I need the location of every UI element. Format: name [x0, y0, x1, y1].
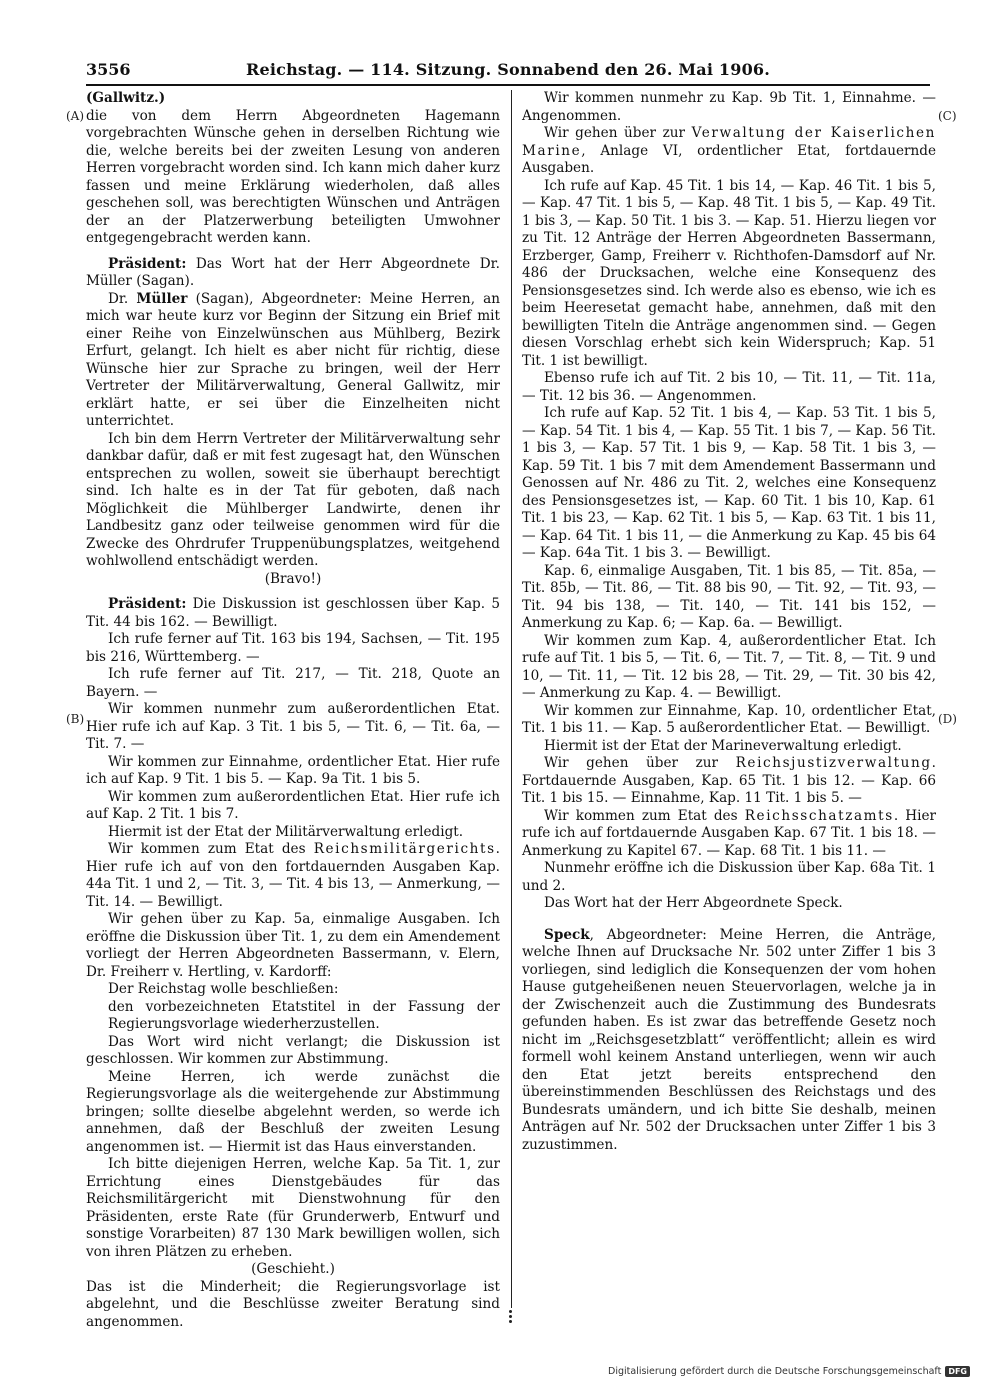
header-rule — [86, 84, 930, 86]
paragraph-prefix: Wir kommen zum Etat des — [544, 807, 745, 824]
margin-marker-b: (B) — [66, 712, 85, 726]
column-divider — [511, 90, 512, 1308]
margin-marker-d: (D) — [938, 712, 957, 726]
paragraph — [86, 90, 500, 108]
paragraph — [86, 841, 500, 911]
paragraph — [522, 738, 936, 756]
paragraph-text: Wir kommen zum außerordentlichen Etat. Hier rufe ich auf Kap. 2 Tit. 1 bis 7. — [86, 788, 500, 822]
paragraph — [86, 911, 500, 981]
paragraph — [86, 701, 500, 754]
footer-credit-text: Digitalisierung gefördert durch die Deutsche Forschungsgemeinschaft — [608, 1366, 942, 1377]
paragraph-text: Ich bin dem Herrn Vertreter der Militärverwaltung sehr dankbar dafür, daß er mit fest zugesagt hat, den Wünschen entsprechen zu wollen, soweit sie überhaupt berechtigt sind. Ich halte es in der Tat für geboten, daß nach Möglichkeit die Mühlberger Landwirte, denen ihr Landbesitz ganz oder teilweise genommen wird für die Zwecke des Ohrdrufer Truppenübungsplatzes, weitgehend wohlwollend entschädigt werden. — [86, 430, 500, 569]
paragraph-text: (Bravo!) — [264, 570, 322, 587]
paragraph-text: . Fortdauernde Ausgaben, Kap. 65 Tit. 1 bis 12. — Kap. 66 Tit. 1 bis 15. — Einnahme, Kap. 11 Tit. 1 bis 5. — — [522, 755, 936, 806]
paragraph-text: Die Diskussion ist geschlossen über Kap. 5 Tit. 44 bis 162. — Bewilligt. — [86, 596, 500, 630]
speaker-name: Präsident: — [108, 596, 187, 612]
paragraph — [86, 1156, 500, 1261]
speaker-name: Speck — [544, 926, 590, 943]
emphasized-term: Reichsschatzamts — [744, 807, 894, 824]
paragraph-prefix: Wir gehen über zur — [544, 755, 736, 771]
speaker-name: Müller — [136, 290, 188, 307]
left-column — [86, 90, 500, 1331]
paragraph — [522, 178, 936, 371]
paragraph — [86, 1034, 500, 1069]
paragraph-text: . Hier rufe ich auf von den fortdauernden Ausgaben Kap. 44a Tit. 1 und 2, — Tit. 3, — Tit. 4 bis 13, — Anmerkung, — Tit. 14. — Bewilligt. — [86, 841, 500, 910]
paragraph-prefix: Wir kommen zum Etat des — [108, 841, 314, 857]
paragraph — [86, 256, 500, 291]
footer-credit — [608, 1366, 970, 1377]
paragraph — [522, 405, 936, 563]
paragraph-text: Ich rufe ferner auf Tit. 217, — Tit. 218, Quote an Bayern. — — [86, 666, 500, 700]
paragraph — [86, 431, 500, 571]
page-header — [86, 60, 930, 84]
paragraph-text: Ich rufe auf Kap. 45 Tit. 1 bis 14, — Kap. 46 Tit. 1 bis 5, — Kap. 47 Tit. 1 bis 5, — Kap. 48 Tit. 1 bis 5, — Kap. 49 Tit. 1 bis 3, — Kap. 50 Tit. 1 bis 3. — Kap. 51. Hierzu liegen vor zu Tit. 12 Anträge der Herren Abgeordneten Bassermann, Erzberger, Gamp, Freiherr v. Richthofen-Damsdorf auf Nr. 486 der Drucksachen, welche eine Konsequenz des Pensionsgesetzes sind. Ich werde also es ebenso, wie ich es beim Heeresetat gemacht habe, annehmen, daß mit den bewilligten Titeln die Anträge angenommen sind. — Gegen diesen Vorschlag erhebt sich kein Widerspruch; Kap. 51 Tit. 1 ist bewilligt. — [522, 177, 936, 369]
paragraph-text: (Sagan), Abgeordneter: Meine Herren, an mich war heute kurz vor Beginn der Sitzung ein Brief mit einer Reihe von Einzelwünschen aus Mühlberg, Bezirk Erfurt, gelangt. Ich hielt es aber nicht für richtig, diese Wünsche hier zur Sprache zu bringen, weil der Herr Vertreter der Militärverwaltung, General Gallwitz, mir erklärt hatte, er sei über die Einzelheiten nicht unterrichtet. — [86, 290, 500, 429]
dfg-logo: DFG — [945, 1366, 970, 1377]
paragraph — [522, 563, 936, 633]
paragraph — [86, 666, 500, 701]
paragraph — [86, 291, 500, 431]
paragraph — [86, 108, 500, 248]
paragraph — [522, 755, 936, 808]
emphasized-term: Reichsmilitärgerichts — [313, 841, 496, 857]
paragraph-text: Ich rufe auf Kap. 52 Tit. 1 bis 4, — Kap. 53 Tit. 1 bis 5, — Kap. 54 Tit. 1 bis 4, — Kap. 55 Tit. 1 bis 7, — Kap. 56 Tit. 1 bis 3, — Kap. 57 Tit. 1 bis 9, — Kap. 58 Tit. 1 bis 3, — Kap. 59 Tit. 1 bis 7 mit dem Amendement Bassermann und Genossen auf Nr. 486 zu Tit. 2, welches eine Konsequenz des Pensionsgesetzes ist, — Kap. 60 Tit. 1 bis 10, Kap. 61 Tit. 1 bis 23, — Kap. 62 Tit. 1 bis 5, — Kap. 63 Tit. 1 bis 11, — Kap. 64 Tit. 1 bis 11, — die Anmerkung zu Kap. 45 bis 64 — Kap. 64a Tit. 1 bis 3. — Bewilligt. — [522, 405, 936, 561]
paragraph-text: Hiermit ist der Etat der Marineverwaltung erledigt. — [544, 737, 902, 754]
paragraph-text: . Hier rufe ich auf fortdauernde Ausgaben Kap. 67 Tit. 1 bis 18. — Anmerkung zu Kapitel 67. — Kap. 68 Tit. 1 bis 11. — — [522, 807, 937, 859]
paragraph-text: Das Wort hat der Herr Abgeordnete Dr. Müller (Sagan). — [86, 255, 500, 289]
paragraph — [522, 90, 936, 125]
paragraph-text: Wir kommen zum Kap. 4, außerordentlicher Etat. Ich rufe auf Tit. 1 bis 5, — Tit. 6, — Tit. 7, — Tit. 8, — Tit. 9 und 10, — Tit. 11, — Tit. 12 bis 28, — Tit. 29, — Tit. 30 bis 42, — Anmerkung zu Kap. 4. — Bewilligt. — [522, 632, 936, 701]
paragraph — [522, 370, 936, 405]
paragraph — [522, 860, 936, 895]
page-number: 3556 — [86, 60, 131, 79]
paragraph — [86, 999, 500, 1034]
paragraph-text: Das ist die Minderheit; die Regierungsvorlage ist abgelehnt, und die Beschlüsse zweiter Beratung sind angenommen. — [86, 1278, 500, 1330]
paragraph-text: , Anlage VI, ordentlicher Etat, fortdauernde Ausgaben. — [522, 142, 936, 176]
paragraph-text: Wir kommen nunmehr zum außerordentlichen Etat. Hier rufe ich auf Kap. 3 Tit. 1 bis 5, — Tit. 6, — Tit. 6a, — Tit. 7. — — [86, 701, 500, 752]
paragraph — [86, 754, 500, 789]
paragraph — [86, 789, 500, 824]
margin-marker-c: (C) — [938, 109, 957, 123]
column-divider-dots — [509, 1308, 514, 1322]
paragraph — [86, 596, 500, 631]
paragraph-text: Ich rufe ferner auf Tit. 163 bis 194, Sachsen, — Tit. 195 bis 216, Württemberg. — — [86, 631, 500, 665]
paragraph-text: Hiermit ist der Etat der Militärverwaltung erledigt. — [108, 823, 464, 840]
speaker-name: Präsident: — [108, 255, 187, 272]
paragraph-text: Ich bitte diejenigen Herren, welche Kap. 5a Tit. 1, zur Errichtung eines Dienstgebäudes für das Reichsmilitärgericht mit Dienstwohnung für den Präsidenten, erste Rate (für Grunderwerb, Entwurf und sonstige Vorarbeiten) 87 130 Mark bewilligen wollen, sich von ihren Plätzen zu erheben. — [86, 1156, 500, 1260]
paragraph-text: , Abgeordneter: Meine Herren, die Anträge, welche Ihnen auf Drucksache Nr. 502 unter Ziffer 1 bis 3 vorliegen, sind lediglich die Konsequenzen der vom hohen Hause gutgeheißenen neuen Steuervorlagen, welche ja in der Zwischenzeit auch die Zustimmung des Bundesrats gefunden haben. Es ist zwar das betreffende Gesetz noch nicht im „Reichsgesetzblatt“ veröffentlicht; allein es wird formell wohl keinem Anstand unterliegen, wenn wir auch den Etat jetzt bereits entsprechend den übereinstimmenden Beschlüssen des Reichstags und des Bundesrats umändern, und ich bitte Sie deshalb, meinen Anträgen auf Nr. 502 der Drucksachen unter Ziffer 1 bis 3 zuzustimmen. — [522, 926, 936, 1153]
paragraph-text: Wir kommen zur Einnahme, Kap. 10, ordentlicher Etat, Tit. 1 bis 11. — Kap. 5 außerordentlicher Etat. — Bewilligt. — [522, 702, 936, 736]
paragraph-text: Nunmehr eröffne ich die Diskussion über Kap. 68a Tit. 1 und 2. — [522, 860, 936, 894]
paragraph — [86, 1261, 500, 1279]
running-title: Reichstag. — 114. Sitzung. Sonnabend den 26. Mai 1906. — [245, 60, 771, 79]
paragraph — [86, 571, 500, 589]
paragraph-text: Das Wort wird nicht verlangt; die Diskussion ist geschlossen. Wir kommen zur Abstimmung. — [86, 1033, 500, 1067]
paragraph — [522, 895, 936, 913]
paragraph-prefix: Dr. — [108, 290, 137, 307]
paragraph-text: die von dem Herrn Abgeordneten Hagemann vorgebrachten Wünsche gehen in derselben Richtung wie die, welche bereits bei der zweiten Lesung von anderen Herren vorgebracht worden sind. Ich kann mich daher kurz fassen und meine Erklärung wiederholen, daß alles geschehen soll, was berechtigten Wünschen und Anträgen der an der Platzerwerbung beteiligten Umwohner entgegengebracht werden kann. — [86, 107, 500, 246]
paragraph-prefix: Wir gehen über zur — [544, 125, 692, 141]
margin-marker-a: (A) — [66, 109, 85, 123]
paragraph-text: (Gallwitz.) — [86, 90, 166, 106]
paragraph-text: (Geschieht.) — [251, 1261, 335, 1277]
paragraph — [522, 125, 936, 178]
paragraph — [86, 981, 500, 999]
paragraph — [86, 631, 500, 666]
paragraph — [522, 633, 936, 703]
paragraph-text: den vorbezeichneten Etatstitel in der Fassung der Regierungsvorlage wiederherzustellen. — [108, 998, 500, 1032]
paragraph — [86, 1069, 500, 1157]
right-column — [522, 90, 936, 1154]
paragraph-text: Der Reichstag wolle beschließen: — [108, 981, 339, 997]
paragraph — [522, 927, 936, 1155]
paragraph-text: Wir gehen über zu Kap. 5a, einmalige Ausgaben. Ich eröffne die Diskussion über Tit. 1, zu dem ein Amendement vorliegt der Herren Abgeordneten Bassermann, v. Elern, Dr. Freiherr v. Hertling, v. Kardorff: — [86, 911, 500, 980]
paragraph — [522, 703, 936, 738]
paragraph-text: Ebenso rufe ich auf Tit. 2 bis 10, — Tit. 11, — Tit. 11a, — Tit. 12 bis 36. — Angenommen. — [522, 370, 936, 404]
paragraph-text: Das Wort hat der Herr Abgeordnete Speck. — [544, 895, 843, 911]
paragraph-text: Kap. 6, einmalige Ausgaben, Tit. 1 bis 85, — Tit. 85a, — Tit. 85b, — Tit. 86, — Tit. 88 bis 90, — Tit. 92, — Tit. 93, — Tit. 94 bis 138, — Tit. 140, — Tit. 141 bis 152, — Anmerkung zu Kap. 6; — Kap. 6a. — Bewilligt. — [522, 562, 936, 631]
paragraph-text: Meine Herren, ich werde zunächst die Regierungsvorlage als die weitergehende zur Abstimmung bringen; sollte dieselbe abgelehnt werden, so werde ich annehmen, daß der Beschluß der zweiten Lesung angenommen ist. — Hiermit ist das Haus einverstanden. — [86, 1068, 500, 1155]
paragraph — [522, 808, 936, 861]
paragraph — [86, 1279, 500, 1332]
paragraph-text: Wir kommen nunmehr zu Kap. 9b Tit. 1, Einnahme. — Angenommen. — [522, 90, 936, 124]
paragraph — [86, 824, 500, 842]
emphasized-term: Verwaltung der Kaiserlichen Marine — [522, 125, 936, 159]
paragraph-text: Wir kommen zur Einnahme, ordentlicher Etat. Hier rufe ich auf Kap. 9 Tit. 1 bis 5. — Kap. 9a Tit. 1 bis 5. — [86, 753, 500, 787]
emphasized-term: Reichsjustizverwaltung — [735, 755, 932, 771]
